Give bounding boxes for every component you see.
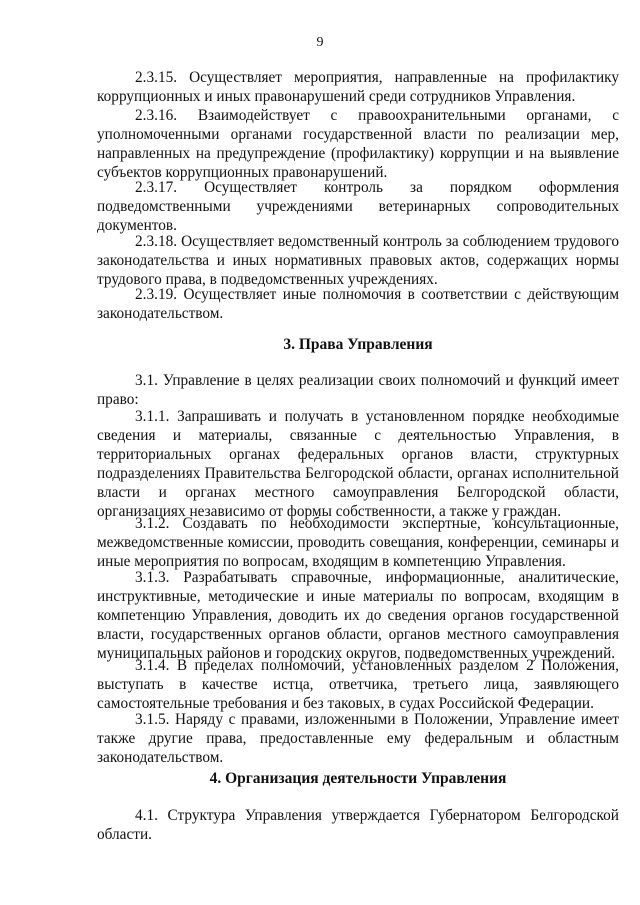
paragraph-2-3-16: 2.3.16. Взаимодействует с правоохранительными органами, с уполномоченными органами государственной власти по реализации мер, направленных на предупреждение (профилактику) коррупции и на выявление субъектов коррупционных правонарушений.: [97, 107, 619, 181]
paragraph-3-1-1: 3.1.1. Запрашивать и получать в установленном порядке необходимые сведения и материалы, связанные с деятельностью Управления, в территориальных органах федеральных органов власти, структурных подразделениях Правительства Белгородской области, органах исполнительной власти и органах местного самоуправления Белгородской области, организациях независимо от формы собственности, а также у граждан.: [97, 408, 619, 520]
paragraph-2-3-18: 2.3.18. Осуществляет ведомственный контроль за соблюдением трудового законодательства и иных нормативных правовых актов, содержащих нормы трудового права, в подведомственных учреждениях.: [97, 233, 619, 288]
paragraph-3-1-2: 3.1.2. Создавать по необходимости экспертные, консультационные, межведомственные комиссии, проводить совещания, конференции, семинары и иные мероприятия по вопросам, входящим в компетенцию Управления.: [97, 515, 619, 570]
paragraph-3-1-4: 3.1.4. В пределах полномочий, установленных разделом 2 Положения, выступать в качестве истца, ответчика, третьего лица, заявляющего самостоятельные требования и без таковых, в судах Российской Федерации.: [97, 657, 619, 712]
paragraph-3-1-3: 3.1.3. Разрабатывать справочные, информационные, аналитические, инструктивные, методические и иные материалы по вопросам, входящим в компетенцию Управления, доводить их до сведения органов государственной власти, государственных органов области, органов местного самоуправления муниципальных районов и городских округов, подведомственных учреждений.: [97, 569, 619, 662]
paragraph-2-3-19: 2.3.19. Осуществляет иные полномочия в соответствии с действующим законодательством.: [97, 286, 619, 322]
section-3-heading: 3. Права Управления: [283, 336, 433, 353]
paragraph-3-1: 3.1. Управление в целях реализации своих полномочий и функций имеет право:: [97, 372, 619, 408]
paragraph-2-3-17: 2.3.17. Осуществляет контроль за порядком оформления подведомственными учреждениями ветеринарных сопроводительных документов.: [97, 179, 619, 234]
paragraph-4-1: 4.1. Структура Управления утверждается Губернатором Белгородской области.: [97, 807, 619, 843]
page-number: 9: [316, 35, 324, 50]
paragraph-3-1-5: 3.1.5. Наряду с правами, изложенными в Положении, Управление имеет также другие права, предоставленные ему федеральным и областным законодательством.: [97, 711, 619, 766]
paragraph-2-3-15: 2.3.15. Осуществляет мероприятия, направленные на профилактику коррупционных и иных правонарушений среди сотрудников Управления.: [97, 69, 619, 105]
section-4-heading: 4. Организация деятельности Управления: [209, 770, 507, 787]
